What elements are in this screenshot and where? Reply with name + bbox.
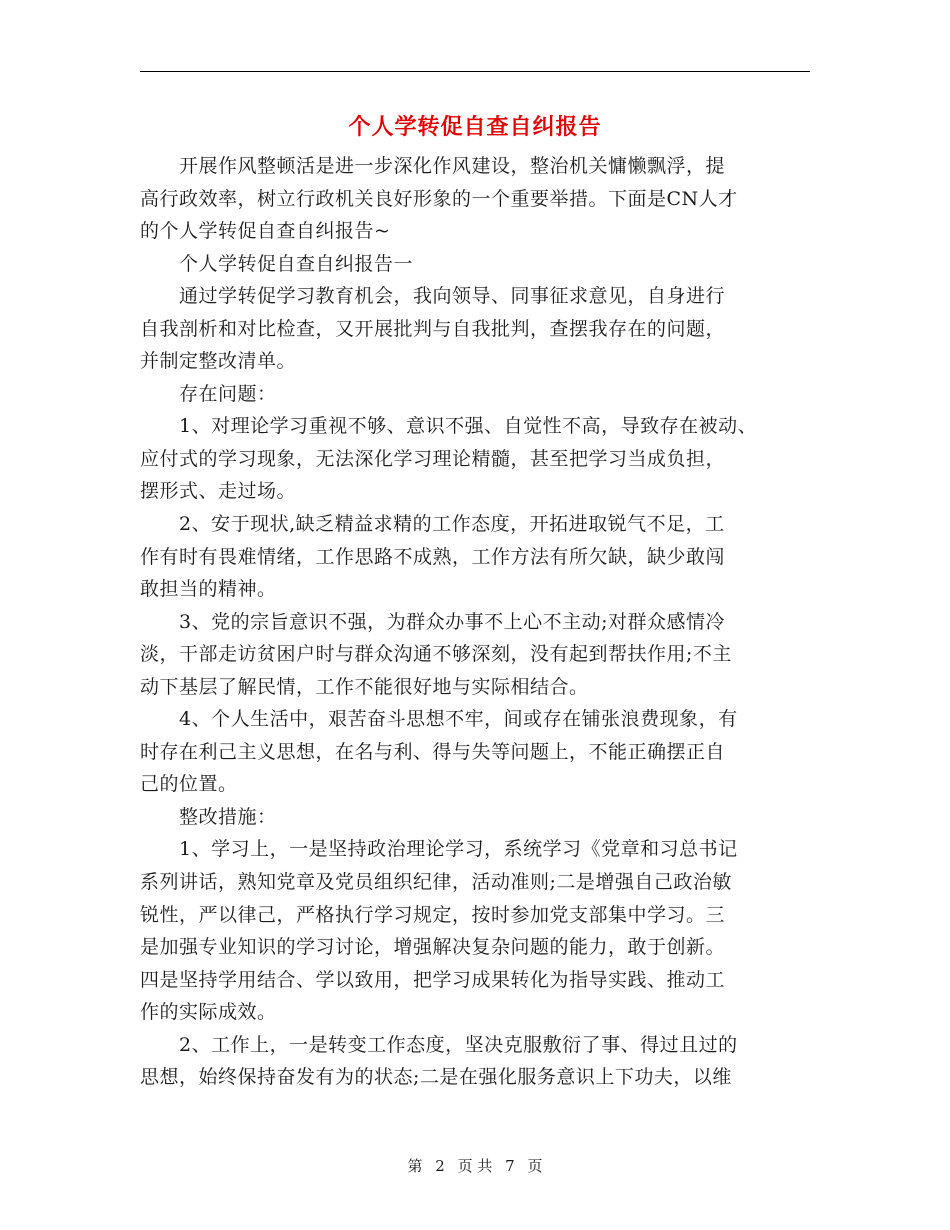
footer-suffix: 页 <box>527 1157 543 1175</box>
body-line: 敢担当的精神。 <box>140 578 277 601</box>
body-line: 己的位置。 <box>140 773 238 796</box>
body-line: 2、安于现状,缺乏精益求精的工作态度，开拓进取锐气不足，工 <box>140 513 725 536</box>
body-line: 四是坚持学用结合、学以致用，把学习成果转化为指导实践、推动工 <box>140 968 726 991</box>
body-line: 淡，干部走访贫困户时与群众沟通不够深刻，没有起到帮扶作用;不主 <box>140 643 732 666</box>
footer-middle: 页 共 <box>457 1157 493 1175</box>
body-line: 2、工作上，一是转变工作态度，坚决克服敷衍了事、得过且过的 <box>140 1033 738 1056</box>
body-line: 时存在利己主义思想，在名与利、得与失等问题上，不能正确摆正自 <box>140 740 726 763</box>
body-line: 3、党的宗旨意识不强，为群众办事不上心不主动;对群众感情冷 <box>140 610 725 633</box>
body-line: 1、对理论学习重视不够、意识不强、自觉性不高，导致存在被动、 <box>140 415 758 438</box>
body-line: 是加强专业知识的学习讨论，增强解决复杂问题的能力，敢于创新。 <box>140 936 726 959</box>
body-line: 应付式的学习现象，无法深化学习理论精髓，甚至把学习当成负担， <box>140 447 726 470</box>
body-line: 作有时有畏难情绪，工作思路不成熟，工作方法有所欠缺，缺少敢闯 <box>140 545 726 568</box>
body-line: 存在问题： <box>140 382 277 405</box>
document-title: 个人学转促自查自纠报告 <box>348 114 602 140</box>
body-line: 锐性，严以律己，严格执行学习规定，按时参加党支部集中学习。三 <box>140 903 726 926</box>
page-footer <box>0 1155 950 1176</box>
body-line: 自我剖析和对比检查，又开展批判与自我批判，查摆我存在的问题， <box>140 317 726 340</box>
body-line: 作的实际成效。 <box>140 1001 277 1024</box>
body-line: 1、学习上，一是坚持政治理论学习，系统学习《党章和习总书记 <box>140 838 738 861</box>
body-line: 动下基层了解民情，工作不能很好地与实际相结合。 <box>140 675 589 698</box>
header-rule <box>140 71 810 72</box>
footer-total-pages: 7 <box>505 1157 515 1175</box>
body-line: 的个人学转促自查自纠报告~ <box>140 220 391 243</box>
body-line: 通过学转促学习教育机会，我向领导、同事征求意见，自身进行 <box>140 285 726 308</box>
body-line: 系列讲话，熟知党章及党员组织纪律，活动准则;二是增强自己政治敏 <box>140 871 732 894</box>
body-line: 并制定整改清单。 <box>140 350 297 373</box>
document-body <box>140 150 810 1094</box>
body-line: 摆形式、走过场。 <box>140 480 297 503</box>
body-line: 高行政效率，树立行政机关良好形象的一个重要举措。下面是CN人才 <box>140 187 738 210</box>
footer-prefix: 第 <box>407 1157 423 1175</box>
body-line: 整改措施： <box>140 805 277 828</box>
body-line: 4、个人生活中，艰苦奋斗思想不牢，间或存在铺张浪费现象，有 <box>140 708 738 731</box>
body-line: 思想，始终保持奋发有为的状态;二是在强化服务意识上下功夫，以维 <box>140 1066 732 1089</box>
body-line: 开展作风整顿活是进一步深化作风建设，整治机关慵懒飘浮，提 <box>140 155 726 177</box>
footer-page-number: 2 <box>435 1157 445 1175</box>
body-line: 个人学转促自查自纠报告一 <box>140 252 414 275</box>
